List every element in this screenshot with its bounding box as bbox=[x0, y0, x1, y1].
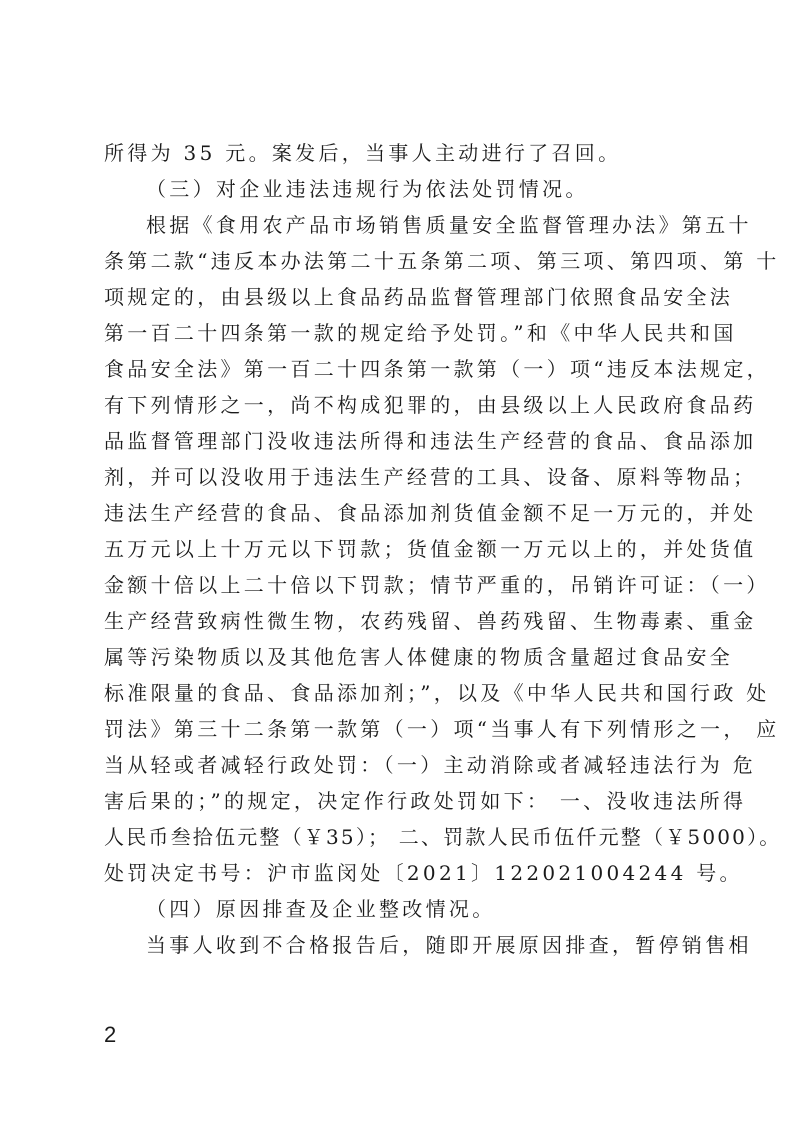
body-line: 金额十倍以上二十倍以下罚款；情节严重的，吊销许可证：（一） bbox=[104, 573, 770, 597]
body-line: 条第二款“违反本办法第二十五条第二项、第三项、第四项、第 十 bbox=[104, 249, 780, 273]
body-line: 生产经营致病性微生物，农药残留、兽药残留、生物毒素、重金 bbox=[104, 609, 757, 633]
body-line: 违法生产经营的食品、食品添加剂货值金额不足一万元的，并处 bbox=[104, 501, 757, 525]
body-line: 害后果的；”的规定，决定作行政处罚如下： 一、没收违法所得 bbox=[104, 789, 747, 813]
body-line: 食品安全法》第一百二十四条第一款第（一）项“违反本法规定， bbox=[104, 357, 770, 381]
section-heading: （三）对企业违法违规行为依法处罚情况。 bbox=[146, 177, 589, 201]
body-line: 第一百二十四条第一款的规定给予处罚。”和《中华人民共和国 bbox=[104, 321, 737, 345]
paragraph-first-line: 根据《食用农产品市场销售质量安全监督管理办法》第五十 bbox=[146, 213, 752, 237]
body-line: 人民币叁拾伍元整（￥35）； 二、罚款人民币伍仟元整（￥5000）。 bbox=[104, 825, 782, 849]
body-line: 五万元以上十万元以下罚款；货值金额一万元以上的，并处货值 bbox=[104, 537, 757, 561]
body-line: 品监督管理部门没收违法所得和违法生产经营的食品、食品添加 bbox=[104, 429, 757, 453]
body-line: 剂，并可以没收用于违法生产经营的工具、设备、原料等物品； bbox=[104, 465, 757, 489]
body-line: 有下列情形之一，尚不构成犯罪的，由县级以上人民政府食品药 bbox=[104, 393, 757, 417]
body-line: 属等污染物质以及其他危害人体健康的物质含量超过食品安全 bbox=[104, 645, 734, 669]
page-number: 2 bbox=[104, 1022, 117, 1047]
body-line: 当从轻或者减轻行政处罚：（一）主动消除或者减轻违法行为 危 bbox=[104, 753, 757, 777]
decision-number-line: 处罚决定书号：沪市监闵处〔2021〕122021004244 号。 bbox=[104, 861, 743, 885]
body-line: 标准限量的食品、食品添加剂；”，以及《中华人民共和国行政 处 bbox=[104, 681, 770, 705]
body-line: 罚法》第三十二条第一款第（一）项“当事人有下列情形之一， 应 bbox=[104, 717, 780, 741]
section-heading: （四）原因排查及企业整改情况。 bbox=[146, 897, 496, 921]
body-line: 项规定的，由县级以上食品药品监督管理部门依照食品安全法 bbox=[104, 285, 734, 309]
body-line: 所得为 35 元。案发后，当事人主动进行了召回。 bbox=[104, 141, 622, 165]
paragraph-first-line: 当事人收到不合格报告后，随即开展原因排查，暂停销售相 bbox=[146, 933, 752, 957]
